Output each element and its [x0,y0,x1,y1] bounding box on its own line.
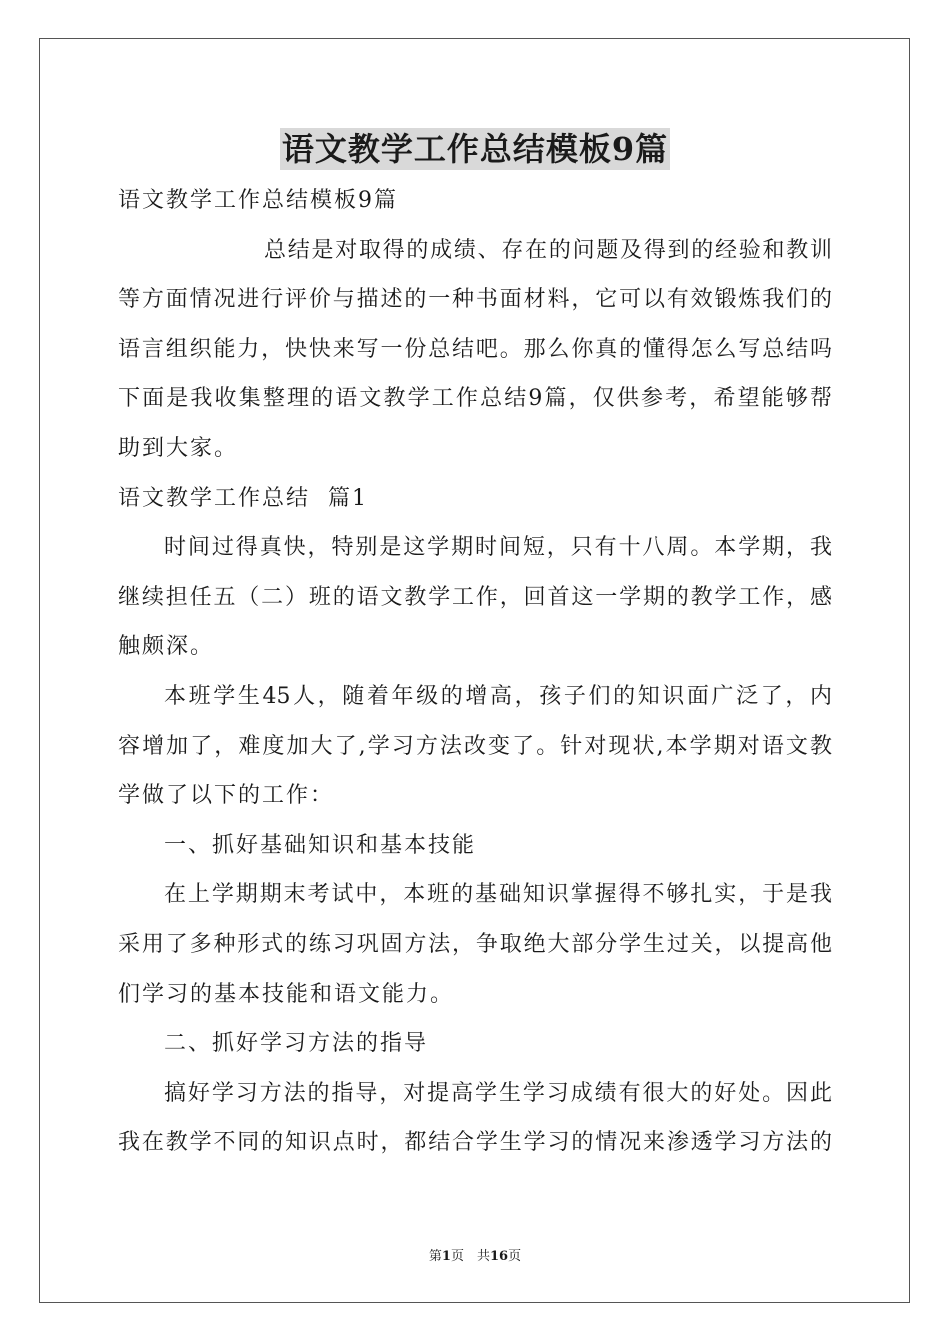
document-body [118,176,832,1168]
paragraph-line: 搞好学习方法的指导，对提高学生学习成绩有很大的好处。因此 [164,1080,832,1106]
footer-prefix: 第 [428,1249,442,1264]
paragraph-line: 我在教学不同的知识点时，都结合学生学习的情况来渗透学习方法的 [118,1130,832,1156]
paragraph-line: 本班学生45人，随着年级的增高，孩子们的知识面广泛了，内 [164,683,832,709]
paragraph-line: 学做了以下的工作： [118,783,335,809]
document-subtitle: 语文教学工作总结模板9篇 [118,188,398,213]
footer-mid: 页 共 [450,1249,490,1264]
paragraph-line: 在上学期期末考试中，本班的基础知识掌握得不够扎实，于是我 [164,882,832,908]
intro-line: 总结是对取得的成绩、存在的问题及得到的经验和教训 [264,237,832,263]
paragraph-line: 触颇深。 [118,634,215,660]
footer-current-page: 1 [441,1249,451,1264]
paragraph-line: 容增加了，难度加大了,学习方法改变了。针对现状,本学期对语文教 [118,733,832,759]
section-heading: 语文教学工作总结 篇1 [118,485,368,511]
paragraph-line: 继续担任五（二）班的语文教学工作，回首这一学期的教学工作，感 [118,584,832,610]
intro-line: 下面是我收集整理的语文教学工作总结9篇，仅供参考，希望能够帮 [118,386,832,412]
intro-line: 等方面情况进行评价与描述的一种书面材料，它可以有效锻炼我们的 [118,287,832,313]
intro-line: 助到大家。 [118,435,239,461]
paragraph-line: 采用了多种形式的练习巩固方法，争取绝大部分学生过关，以提高他 [118,931,832,957]
title-container [0,128,950,170]
footer-total-pages: 16 [489,1249,509,1264]
subheading-methods: 二、抓好学习方法的指导 [164,1031,429,1057]
subheading-basics: 一、抓好基础知识和基本技能 [164,832,477,858]
paragraph-line: 们学习的基本技能和语文能力。 [118,981,455,1007]
document-title: 语文教学工作总结模板9篇 [281,130,669,168]
page-footer [0,1248,950,1266]
intro-line: 语言组织能力，快快来写一份总结吧。那么你真的懂得怎么写总结吗 [118,336,832,362]
paragraph-line: 时间过得真快，特别是这学期时间短，只有十八周。本学期，我 [164,535,832,561]
footer-suffix: 页 [508,1249,522,1264]
